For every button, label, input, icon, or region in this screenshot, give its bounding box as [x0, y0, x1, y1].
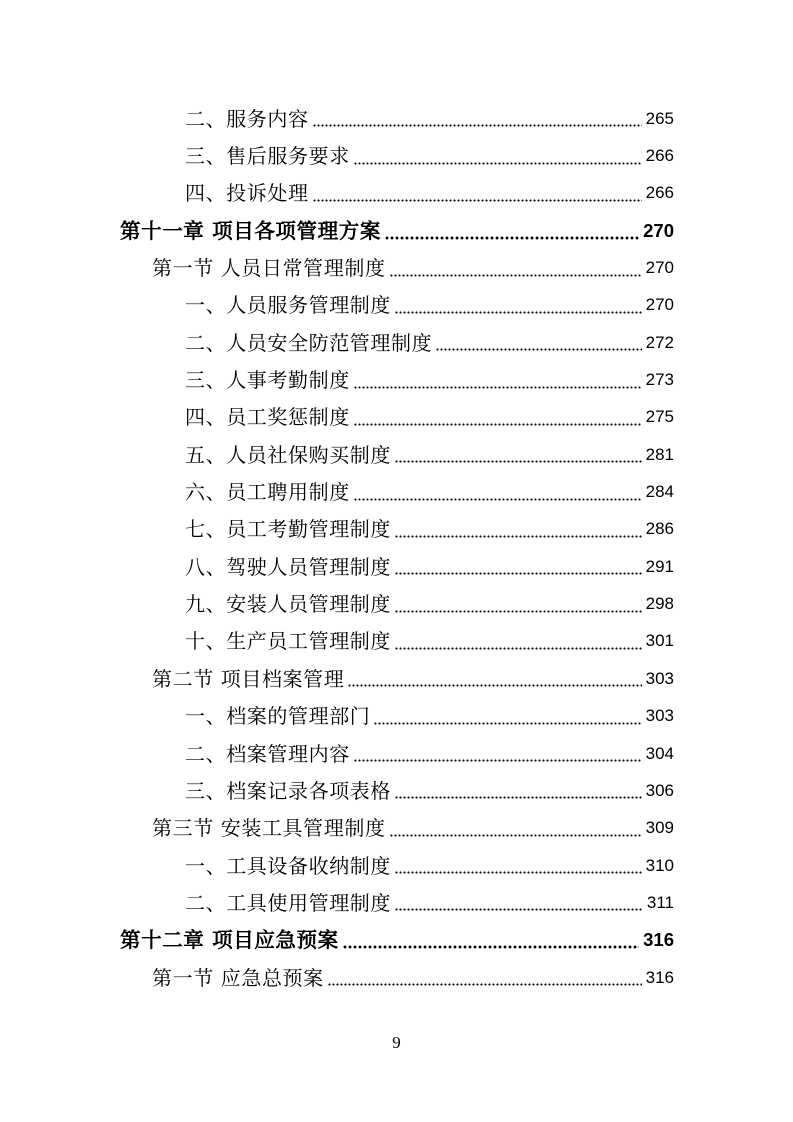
toc-item[interactable] [0, 884, 793, 921]
toc-item-title: 四、员工奖惩制度 [185, 405, 350, 430]
dot-leader [436, 348, 641, 351]
table-of-contents [0, 100, 793, 996]
toc-chapter-title: 第十二章 项目应急预案 [120, 928, 339, 953]
toc-item-page: 311 [646, 892, 674, 912]
dot-leader [395, 311, 642, 314]
toc-item-title: 三、人事考勤制度 [185, 368, 350, 393]
dot-leader [354, 759, 642, 762]
toc-item-page: 286 [645, 519, 674, 539]
toc-section-page: 309 [645, 818, 674, 838]
toc-item[interactable] [0, 473, 793, 510]
toc-chapter-page: 270 [643, 219, 674, 241]
toc-item-title: 二、工具使用管理制度 [185, 890, 391, 915]
toc-section[interactable] [0, 959, 793, 996]
toc-section-title: 第一节 人员日常管理制度 [152, 256, 386, 281]
toc-section-page: 270 [645, 258, 674, 278]
dot-leader [395, 572, 642, 575]
dot-leader [328, 983, 642, 986]
dot-leader [395, 647, 642, 650]
toc-item[interactable] [0, 698, 793, 735]
toc-item-page: 272 [645, 332, 674, 352]
toc-item[interactable] [0, 511, 793, 548]
toc-item-page: 266 [645, 183, 674, 203]
toc-item-title: 九、安装人员管理制度 [185, 592, 391, 617]
toc-item-page: 298 [645, 594, 674, 614]
toc-item[interactable] [0, 175, 793, 212]
dot-leader [395, 908, 643, 911]
toc-item-title: 五、人员社保购买制度 [185, 442, 391, 467]
toc-item-title: 四、投诉处理 [185, 181, 309, 206]
toc-item-page: 304 [645, 743, 674, 763]
toc-chapter-title: 第十一章 项目各项管理方案 [120, 218, 381, 243]
toc-item-title: 三、售后服务要求 [185, 144, 350, 169]
toc-item-title: 七、员工考勤管理制度 [185, 517, 391, 542]
toc-item-page: 291 [645, 556, 674, 576]
dot-leader [395, 796, 642, 799]
toc-item-page: 281 [645, 444, 674, 464]
toc-section[interactable] [0, 249, 793, 286]
toc-item-page: 306 [645, 780, 674, 800]
dot-leader [313, 124, 642, 127]
dot-leader [354, 162, 642, 165]
toc-item[interactable] [0, 585, 793, 622]
toc-section-title: 第三节 安装工具管理制度 [152, 816, 386, 841]
toc-section-page: 316 [645, 967, 674, 987]
dot-leader [348, 684, 641, 687]
toc-item-title: 十、生产员工管理制度 [185, 629, 391, 654]
toc-item-page: 275 [645, 407, 674, 427]
toc-section-title: 第二节 项目档案管理 [152, 666, 345, 691]
toc-section[interactable] [0, 660, 793, 697]
dot-leader [374, 722, 641, 725]
dot-leader [313, 199, 642, 202]
toc-item-title: 二、人员安全防范管理制度 [185, 330, 433, 355]
toc-item-page: 270 [645, 295, 674, 315]
toc-item[interactable] [0, 623, 793, 660]
toc-item-page: 265 [645, 108, 674, 128]
toc-item[interactable] [0, 436, 793, 473]
toc-item-page: 303 [645, 706, 674, 726]
toc-item-title: 二、档案管理内容 [185, 741, 350, 766]
dot-leader [385, 236, 639, 240]
toc-chapter[interactable] [0, 922, 793, 959]
dot-leader [390, 834, 642, 837]
page-number: 9 [392, 1033, 401, 1052]
toc-item-title: 三、档案记录各项表格 [185, 778, 391, 803]
toc-chapter-page: 316 [643, 929, 674, 951]
dot-leader [354, 386, 642, 389]
toc-item-title: 二、服务内容 [185, 106, 309, 131]
toc-item[interactable] [0, 735, 793, 772]
toc-item-title: 八、驾驶人员管理制度 [185, 554, 391, 579]
toc-section-page: 303 [645, 668, 674, 688]
dot-leader [343, 945, 639, 949]
toc-item-page: 301 [645, 631, 674, 651]
dot-leader [354, 423, 642, 426]
toc-item-page: 310 [645, 855, 674, 875]
toc-item-title: 一、人员服务管理制度 [185, 293, 391, 318]
toc-chapter[interactable] [0, 212, 793, 249]
toc-item-title: 六、员工聘用制度 [185, 480, 350, 505]
dot-leader [354, 498, 642, 501]
dot-leader [395, 610, 642, 613]
toc-item[interactable] [0, 772, 793, 809]
toc-item-title: 一、档案的管理部门 [185, 704, 371, 729]
toc-item[interactable] [0, 287, 793, 324]
toc-item-title: 一、工具设备收纳制度 [185, 853, 391, 878]
toc-item-page: 273 [645, 370, 674, 390]
dot-leader [395, 460, 642, 463]
toc-item[interactable] [0, 361, 793, 398]
toc-section-title: 第一节 应急总预案 [152, 965, 324, 990]
toc-item[interactable] [0, 399, 793, 436]
toc-item-page: 266 [645, 146, 674, 166]
dot-leader [390, 274, 642, 277]
toc-item-page: 284 [645, 482, 674, 502]
toc-item[interactable] [0, 548, 793, 585]
dot-leader [395, 871, 642, 874]
toc-item[interactable] [0, 847, 793, 884]
toc-section[interactable] [0, 810, 793, 847]
dot-leader [395, 535, 642, 538]
toc-item[interactable] [0, 100, 793, 137]
toc-item[interactable] [0, 137, 793, 174]
toc-item[interactable] [0, 324, 793, 361]
